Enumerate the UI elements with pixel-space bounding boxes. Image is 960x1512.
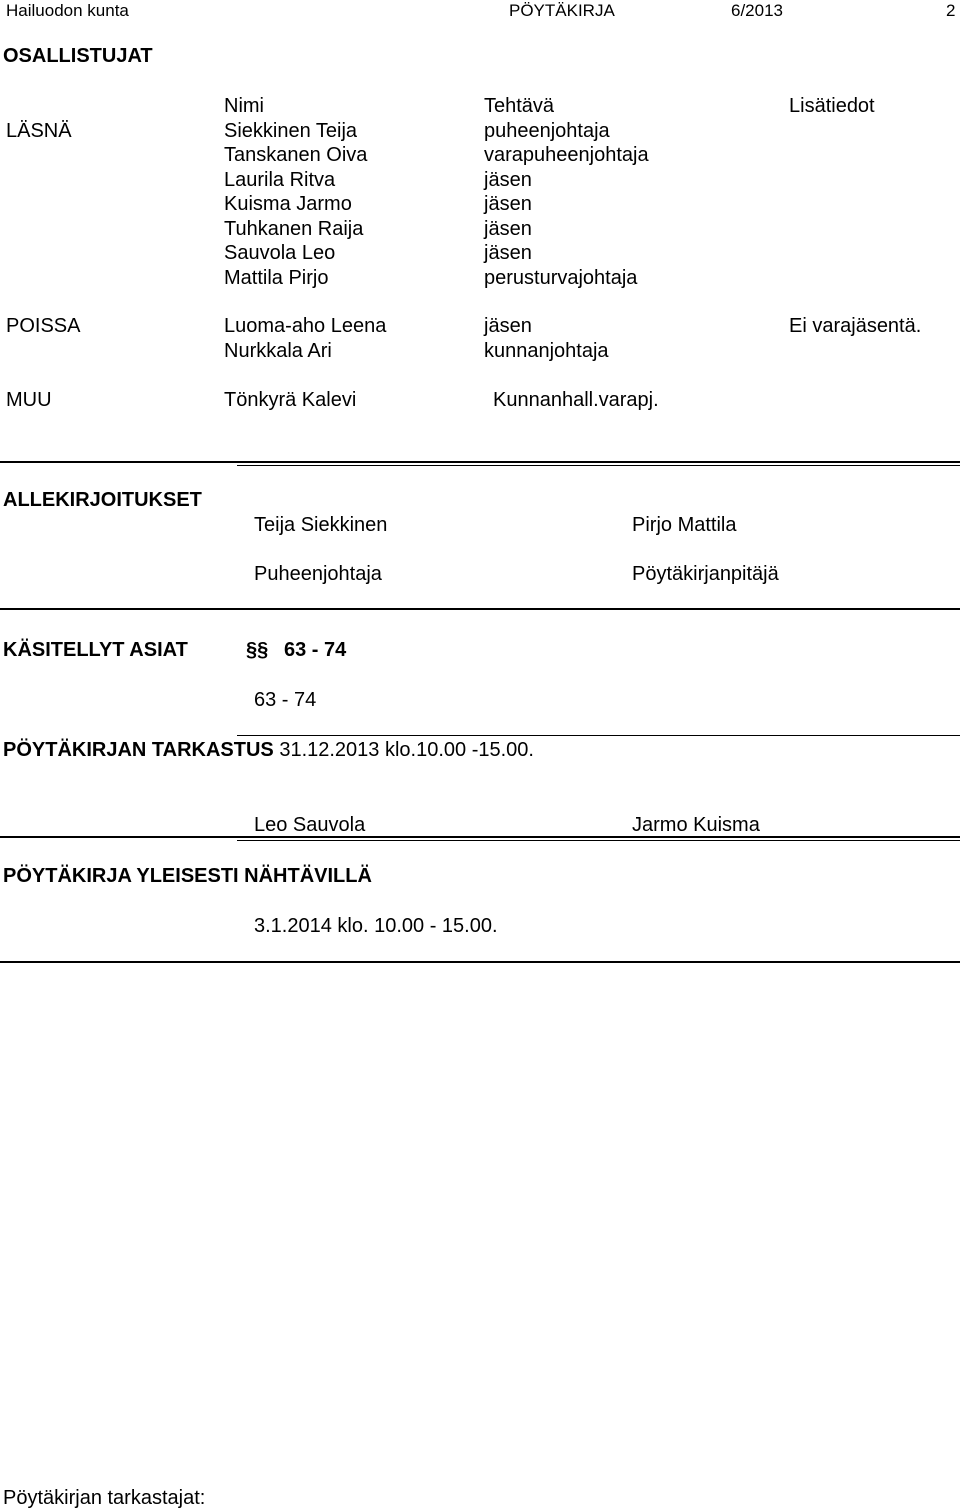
participant-name: Kuisma Jarmo [224,193,352,215]
participant-role: jäsen [484,169,532,191]
review-line [3,740,534,760]
reviewer-1: Leo Sauvola [254,814,366,836]
municipality-name: Hailuodon kunta [6,1,129,20]
participant-name: Sauvola Leo [224,242,336,264]
document-number: 6/2013 [731,1,783,20]
participant-role: jäsen [484,218,532,240]
review-heading: PÖYTÄKIRJAN TARKASTUS [3,739,274,761]
divider [237,465,960,466]
section-symbol: § [246,639,258,661]
participant-role: jäsen [484,315,532,337]
items-heading: KÄSITELLYT ASIAT [3,639,188,661]
divider [237,840,960,841]
participant-name: Laurila Ritva [224,169,336,191]
items-range-bold: 63 - 74 [284,639,347,661]
public-heading: PÖYTÄKIRJA YLEISESTI NÄHTÄVILLÄ [3,865,372,887]
divider [0,608,960,610]
section-symbol-icon [246,640,268,660]
participant-role: puheenjohtaja [484,120,610,142]
review-datetime: 31.12.2013 klo.10.00 -15.00. [279,739,534,761]
items-range: 63 - 74 [254,689,317,711]
public-datetime: 3.1.2014 klo. 10.00 - 15.00. [254,915,498,937]
document-type: PÖYTÄKIRJA [509,1,615,20]
other-label: MUU [6,389,52,411]
reviewers-footer-label: Pöytäkirjan tarkastajat: [3,1487,206,1509]
divider [0,836,960,838]
column-header-notes: Lisätiedot [789,95,875,117]
signatures-heading: ALLEKIRJOITUKSET [3,489,202,511]
divider [237,735,960,736]
participant-name: Tönkyrä Kalevi [224,389,357,411]
participant-name: Siekkinen Teija [224,120,358,142]
participant-name: Mattila Pirjo [224,267,329,289]
column-header-role: Tehtävä [484,95,555,117]
reviewer-2: Jarmo Kuisma [632,814,760,836]
page-number: 2 [946,1,956,20]
participant-role: varapuheenjohtaja [484,144,649,166]
column-header-name: Nimi [224,95,264,117]
participant-name: Tanskanen Oiva [224,144,368,166]
participants-heading: OSALLISTUJAT [3,45,153,67]
participant-role: jäsen [484,242,532,264]
present-label: LÄSNÄ [6,120,72,142]
participant-role: Kunnanhall.varapj. [493,389,659,411]
section-symbol: § [257,639,269,661]
chair-name: Teija Siekkinen [254,514,388,536]
chair-title: Puheenjohtaja [254,563,382,585]
participant-name: Luoma-aho Leena [224,315,387,337]
absent-label: POISSA [6,315,81,337]
divider [0,461,960,463]
divider [0,961,960,963]
participant-name: Tuhkanen Raija [224,218,364,240]
participant-role: perusturvajohtaja [484,267,638,289]
participant-role: jäsen [484,193,532,215]
secretary-title: Pöytäkirjanpitäjä [632,563,779,585]
participant-role: kunnanjohtaja [484,340,609,362]
secretary-name: Pirjo Mattila [632,514,737,536]
participant-name: Nurkkala Ari [224,340,332,362]
participant-notes: Ei varajäsentä. [789,315,922,337]
